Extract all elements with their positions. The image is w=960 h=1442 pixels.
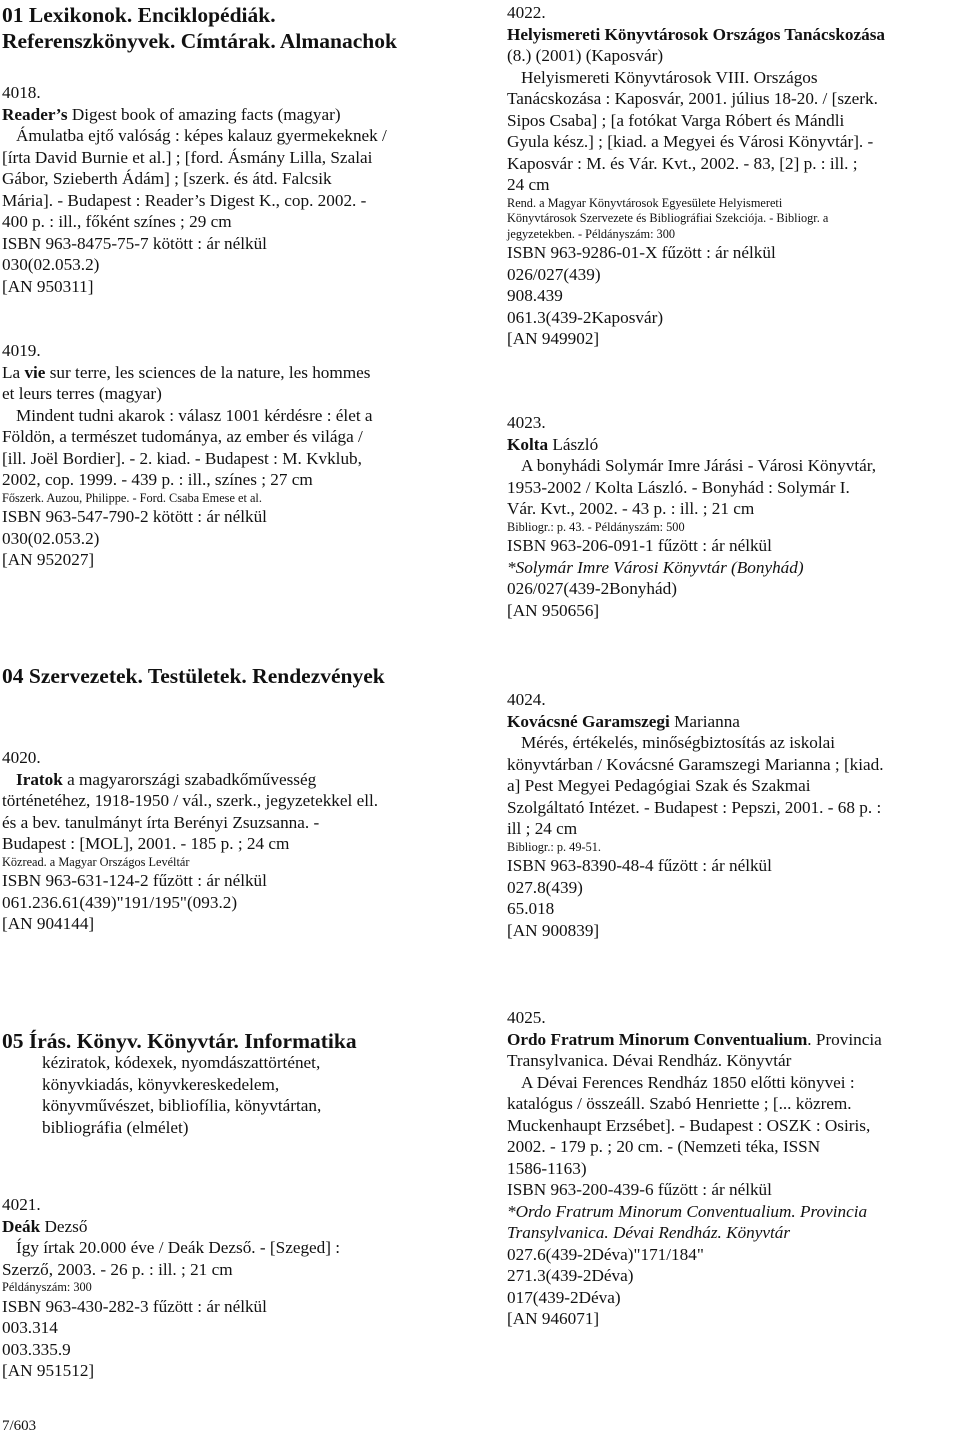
entry-4022 (507, 2, 957, 350)
entry-body-line: könyvtárban / Kovácsné Garamszegi Marianna ; [kiad. (507, 754, 884, 774)
entry-body-line: A bonyhádi Solymár Imre Járási - Városi Könyvtár, (521, 456, 877, 475)
entry-udc: 003.314 (2, 1318, 58, 1337)
section-01-heading-line: 01 Lexikonok. Enciklopédiák. (2, 3, 276, 27)
page-number: 7/603 (2, 1418, 37, 1434)
entry-udc: 003.335.9 (2, 1339, 71, 1359)
author-keyword: Kolta (507, 434, 549, 454)
entry-body-line: 1586-1163) (507, 1158, 587, 1178)
entry-body-line: a] Pest Megyei Pedagógiai Szak és Szakmai (507, 776, 811, 795)
entry-isbn: ISBN 963-8475-75-7 kötött : ár nélkül (2, 233, 267, 253)
title-keyword: Iratok (16, 769, 63, 789)
entry-body-line: 1953-2002 / Kolta László. - Bonyhád : Solymár I. (507, 477, 850, 497)
entry-body-line: Ámulatba ejtő valóság : képes kalauz gyermekeknek / (16, 126, 387, 145)
entry-title-line2: (8.) (2001) (Kaposvár) (507, 46, 664, 65)
entry-4023 (507, 412, 957, 621)
entry-udc: 030(02.053.2) (2, 255, 100, 274)
entry-4020 (2, 747, 472, 935)
entry-body-line: Gábor, Szieberth Ádám] ; [szerk. és átd. Falcsik (2, 169, 332, 188)
entry-body-line: [ill. Joël Bordier]. - 2. kiad. - Budapest : M. Kvklub, (2, 448, 362, 468)
entry-subject: *Ordo Fratrum Minorum Conventualium. Provincia (507, 1201, 868, 1221)
entry-body-line: Szolgáltató Intézet. - Budapest : Pepszi, 2001. - 68 p. : (507, 797, 882, 817)
entry-number: 4023. (507, 413, 546, 432)
entry-isbn: ISBN 963-430-282-3 fűzött : ár nélkül (2, 1296, 267, 1316)
entry-body-line: Mérés, értékelés, minőségbiztosítás az iskolai (521, 733, 836, 752)
entry-note: Könyvtárosok Szervezete és Bibliográfiai Szekciója. - Bibliogr. a (507, 211, 829, 225)
title-rest: a magyarországi szabadkőművesség (62, 769, 317, 789)
entry-body-line: Budapest : [MOL], 2001. - 185 p. ; 24 cm (2, 834, 290, 853)
entry-an: [AN 950311] (2, 276, 94, 296)
entry-udc: 65.018 (507, 899, 555, 918)
entry-udc: 027.8(439) (507, 877, 583, 897)
entry-udc: 908.439 (507, 286, 563, 305)
entry-udc: 027.6(439-2Déva)"171/184" (507, 1244, 704, 1264)
entry-note: Főszerk. Auzou, Philippe. - Ford. Csaba Emese et al. (2, 490, 262, 505)
title-rest: . Provincia (807, 1029, 882, 1049)
entry-body-line: Mindent tudni akarok : válasz 1001 kérdésre : élet a (16, 405, 373, 425)
title-keyword: vie (24, 362, 46, 382)
author-rest: László (548, 434, 599, 454)
entry-isbn: ISBN 963-8390-48-4 fűzött : ár nélkül (507, 856, 772, 875)
entry-body-line: katalógus / összeáll. Szabó Henriette ; [... közrem. (507, 1094, 852, 1113)
section-05-heading: 05 Írás. Könyv. Könyvtár. Informatika (2, 1029, 357, 1053)
entry-title-line2: Transylvanica. Dévai Rendház. Könyvtár (507, 1051, 792, 1070)
entry-author (2, 1216, 472, 1238)
entry-an: [AN 952027] (2, 550, 95, 569)
entry-number: 4020. (2, 748, 41, 767)
title-pre: La (2, 362, 25, 382)
entry-number: 4022. (507, 3, 546, 22)
entry-number: 4024. (507, 690, 546, 709)
entry-body-line: Sipos Csaba] ; [a fotókat Varga Róbert és Mándli (507, 110, 845, 130)
entry-an: [AN 950656] (507, 600, 600, 620)
entry-an: [AN 900839] (507, 920, 600, 940)
entry-udc: 030(02.053.2) (2, 528, 100, 548)
entry-subject: *Solymár Imre Városi Könyvtár (Bonyhád) (507, 557, 804, 577)
entry-note: Rend. a Magyar Könyvtárosok Egyesülete Helyismereti (507, 195, 783, 210)
section-04-heading: 04 Szervezetek. Testületek. Rendezvények (2, 664, 385, 688)
subtitle-line: kéziratok, kódexek, nyomdászattörténet, (42, 1053, 321, 1072)
entry-number: 4025. (507, 1008, 546, 1027)
entry-body-line: és a bev. tanulmányt írta Berényi Zsuzsanna. - (2, 812, 320, 832)
entry-body-line: Mária]. - Budapest : Reader’s Digest K., cop. 2002. - (2, 190, 367, 210)
section-01-heading (2, 2, 397, 54)
entry-isbn: ISBN 963-631-124-2 fűzött : ár nélkül (2, 871, 267, 890)
entry-udc: 271.3(439-2Déva) (507, 1266, 634, 1285)
title-keyword: Reader’s (2, 104, 68, 124)
entry-body-line: Szerző, 2003. - 26 p. : ill. ; 21 cm (2, 1259, 233, 1279)
entry-title (507, 24, 957, 46)
subtitle-line: bibliográfia (elmélet) (42, 1117, 189, 1137)
section-05-subtitle (2, 1052, 472, 1138)
title-keyword: Helyismereti Könyvtárosok Országos Tanácskozása (507, 24, 885, 44)
entry-isbn: ISBN 963-9286-01-X fűzött : ár nélkül (507, 243, 776, 262)
entry-body-line: Kaposvár : M. és Vár. Kvt., 2002. - 83, [2] p. : ill. ; (507, 153, 858, 173)
section-01-heading-line: Referenszkönyvek. Címtárak. Almanachok (2, 29, 397, 53)
entry-body-line: 2002, cop. 1999. - 439 p. : ill., színes ; 27 cm (2, 470, 313, 489)
entry-4024 (507, 689, 957, 941)
entry-an: [AN 949902] (507, 329, 600, 348)
entry-4025 (507, 1007, 957, 1330)
entry-note: Bibliogr.: p. 49-51. (507, 839, 601, 854)
author-keyword: Deák (2, 1216, 41, 1236)
entry-author (507, 711, 957, 733)
entry-body-line: ill ; 24 cm (507, 819, 578, 838)
entry-number: 4021. (2, 1195, 41, 1214)
entry-body-line: Földön, a természet tudománya, az ember és világa / (2, 427, 363, 446)
title-rest: Digest book of amazing facts (magyar) (67, 104, 341, 124)
entry-author (507, 434, 957, 456)
entry-udc: 017(439-2Déva) (507, 1287, 621, 1307)
entry-body-line: történetéhez, 1918-1950 / vál., szerk., jegyzetekkel ell. (2, 791, 379, 810)
entry-body-line: Helyismereti Könyvtárosok VIII. Országos (521, 67, 818, 87)
entry-an: [AN 951512] (2, 1361, 95, 1380)
entry-number: 4019. (2, 341, 41, 360)
entry-title (2, 769, 472, 791)
entry-isbn: ISBN 963-200-439-6 fűzött : ár nélkül (507, 1180, 772, 1199)
entry-udc: 061.236.61(439)"191/195"(093.2) (2, 892, 238, 912)
entry-title (2, 362, 472, 384)
subtitle-line: könyvkiadás, könyvkereskedelem, (42, 1074, 280, 1094)
entry-4019 (2, 340, 472, 571)
entry-body-line: 24 cm (507, 175, 550, 194)
entry-4018 (2, 82, 472, 297)
entry-title (507, 1029, 957, 1051)
entry-title (2, 104, 472, 126)
author-keyword: Kovácsné Garamszegi (507, 711, 670, 731)
entry-4021 (2, 1194, 472, 1382)
entry-body-line: 400 p. : ill., főként színes ; 29 cm (2, 212, 232, 231)
entry-note: jegyzetekben. - Példányszám: 300 (507, 226, 676, 241)
entry-body-line: A Dévai Ferences Rendház 1850 előtti könyvei : (521, 1072, 855, 1092)
entry-an: [AN 904144] (2, 914, 95, 933)
entry-note: Közread. a Magyar Országos Levéltár (2, 854, 190, 869)
entry-number: 4018. (2, 83, 41, 102)
entry-body-line: Így írtak 20.000 éve / Deák Dezső. - [Szeged] : (16, 1238, 341, 1257)
subtitle-line: könyvművészet, bibliofília, könyvtártan, (42, 1096, 322, 1115)
entry-udc: 026/027(439) (507, 264, 601, 284)
entry-body-line: Muckenhaupt Erzsébet]. - Budapest : OSZK : Osiris, (507, 1115, 871, 1135)
entry-note: Példányszám: 300 (2, 1280, 92, 1294)
entry-body-line: 2002. - 179 p. ; 20 cm. - (Nemzeti téka, ISSN (507, 1137, 821, 1156)
entry-note: Bibliogr.: p. 43. - Példányszám: 500 (507, 519, 685, 534)
author-rest: Marianna (669, 711, 740, 731)
author-rest: Dezső (40, 1216, 88, 1236)
entry-body-line: Vár. Kvt., 2002. - 43 p. : ill. ; 21 cm (507, 499, 755, 518)
entry-isbn: ISBN 963-206-091-1 fűzött : ár nélkül (507, 536, 772, 555)
entry-body-line: Tanácskozása : Kaposvár, 2001. július 18-20. / [szerk. (507, 89, 878, 108)
title-rest: sur terre, les sciences de la nature, les hommes (45, 362, 371, 382)
entry-body-line: Gyula kész.] ; [kiad. a Megyei és Városi Könyvtár]. - (507, 132, 874, 151)
entry-body-line: [írta David Burnie et al.] ; [ford. Ásmány Lilla, Szalai (2, 147, 373, 167)
entry-an: [AN 946071] (507, 1309, 600, 1328)
entry-udc: 026/027(439-2Bonyhád) (507, 579, 677, 598)
entry-title-line2: et leurs terres (magyar) (2, 384, 162, 403)
entry-subject: Transylvanica. Dévai Rendház. Könyvtár (507, 1223, 791, 1242)
entry-isbn: ISBN 963-547-790-2 kötött : ár nélkül (2, 507, 267, 526)
title-keyword: Ordo Fratrum Minorum Conventualium (507, 1029, 808, 1049)
entry-udc: 061.3(439-2Kaposvár) (507, 307, 664, 327)
